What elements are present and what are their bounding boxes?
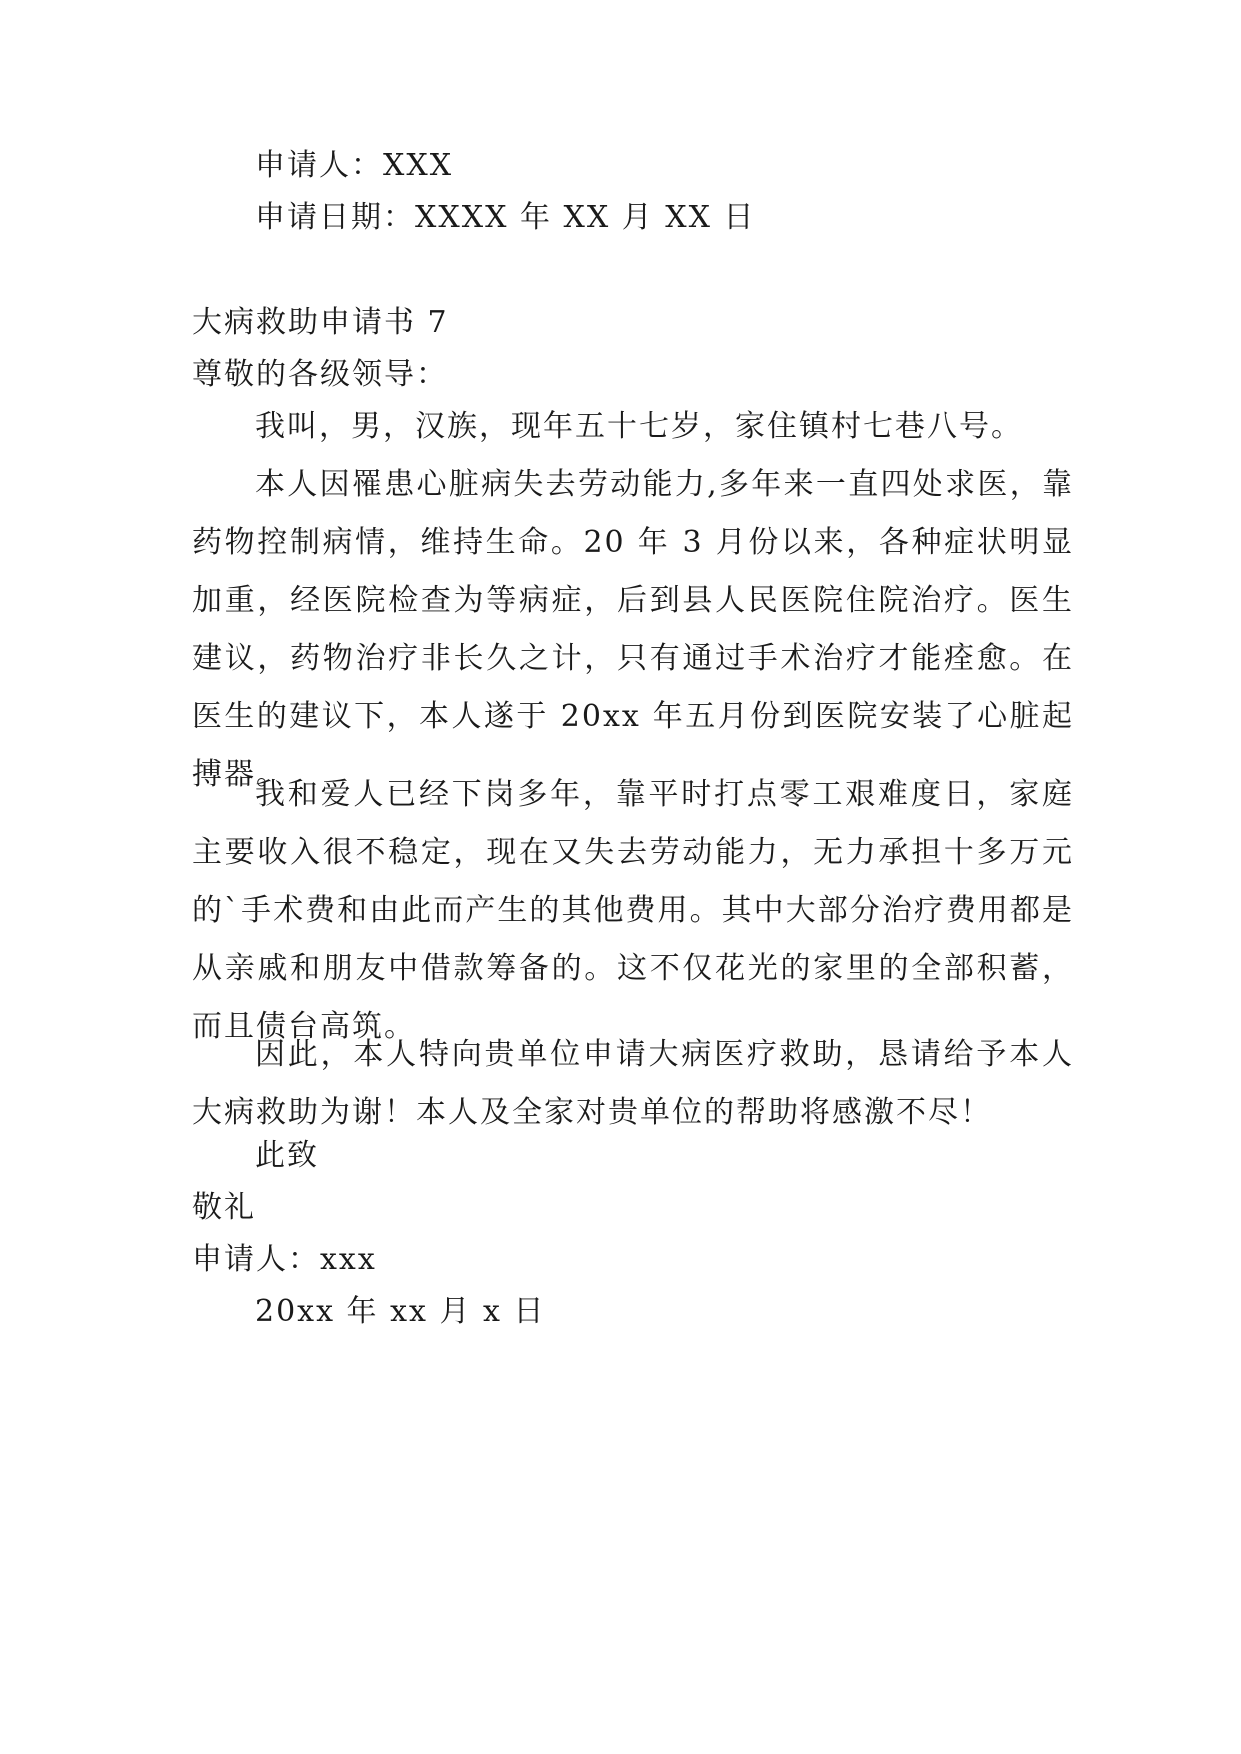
- paragraph-finances: 我和爱人已经下岗多年，靠平时打点零工艰难度日，家庭主要收入很不稳定，现在又失去劳动能力，无力承担十多万元的`手术费和由此而产生的其他费用。其中大部分治疗费用都是从亲戚和朋友中借款筹备的。这不仅花光的家里的全部积蓄，而且债台高筑。: [192, 777, 1074, 1044]
- header-applicant: 申请人：XXX: [255, 148, 454, 183]
- letter-title: 大病救助申请书 7: [192, 305, 449, 340]
- paragraph-intro: 我叫，男，汉族，现年五十七岁，家住镇村七巷八号。: [255, 409, 1023, 444]
- paragraph-illness: 本人因罹患心脏病失去劳动能力,多年来一直四处求医，靠药物控制病情，维持生命。20 年 3 月份以来，各种症状明显加重，经医院检查为等病症，后到县人民医院住院治疗。医生建议，药物治疗非长久之计，只有通过手术治疗才能痊愈。在医生的建议下，本人遂于 20xx 年五月份到医院安装了心脏起搏器。: [192, 467, 1074, 792]
- closing-jingli: 敬礼: [192, 1190, 256, 1225]
- signature-date: 20xx 年 xx 月 x 日: [255, 1294, 546, 1329]
- letter-salutation: 尊敬的各级领导：: [192, 357, 448, 392]
- signature-applicant: 申请人：xxx: [192, 1242, 377, 1277]
- paragraph-request: 因此，本人特向贵单位申请大病医疗救助，恳请给予本人大病救助为谢！本人及全家对贵单位的帮助将感激不尽！: [192, 1037, 1074, 1130]
- closing-cizhi: 此致: [255, 1138, 319, 1173]
- header-date: 申请日期：XXXX 年 XX 月 XX 日: [255, 200, 756, 235]
